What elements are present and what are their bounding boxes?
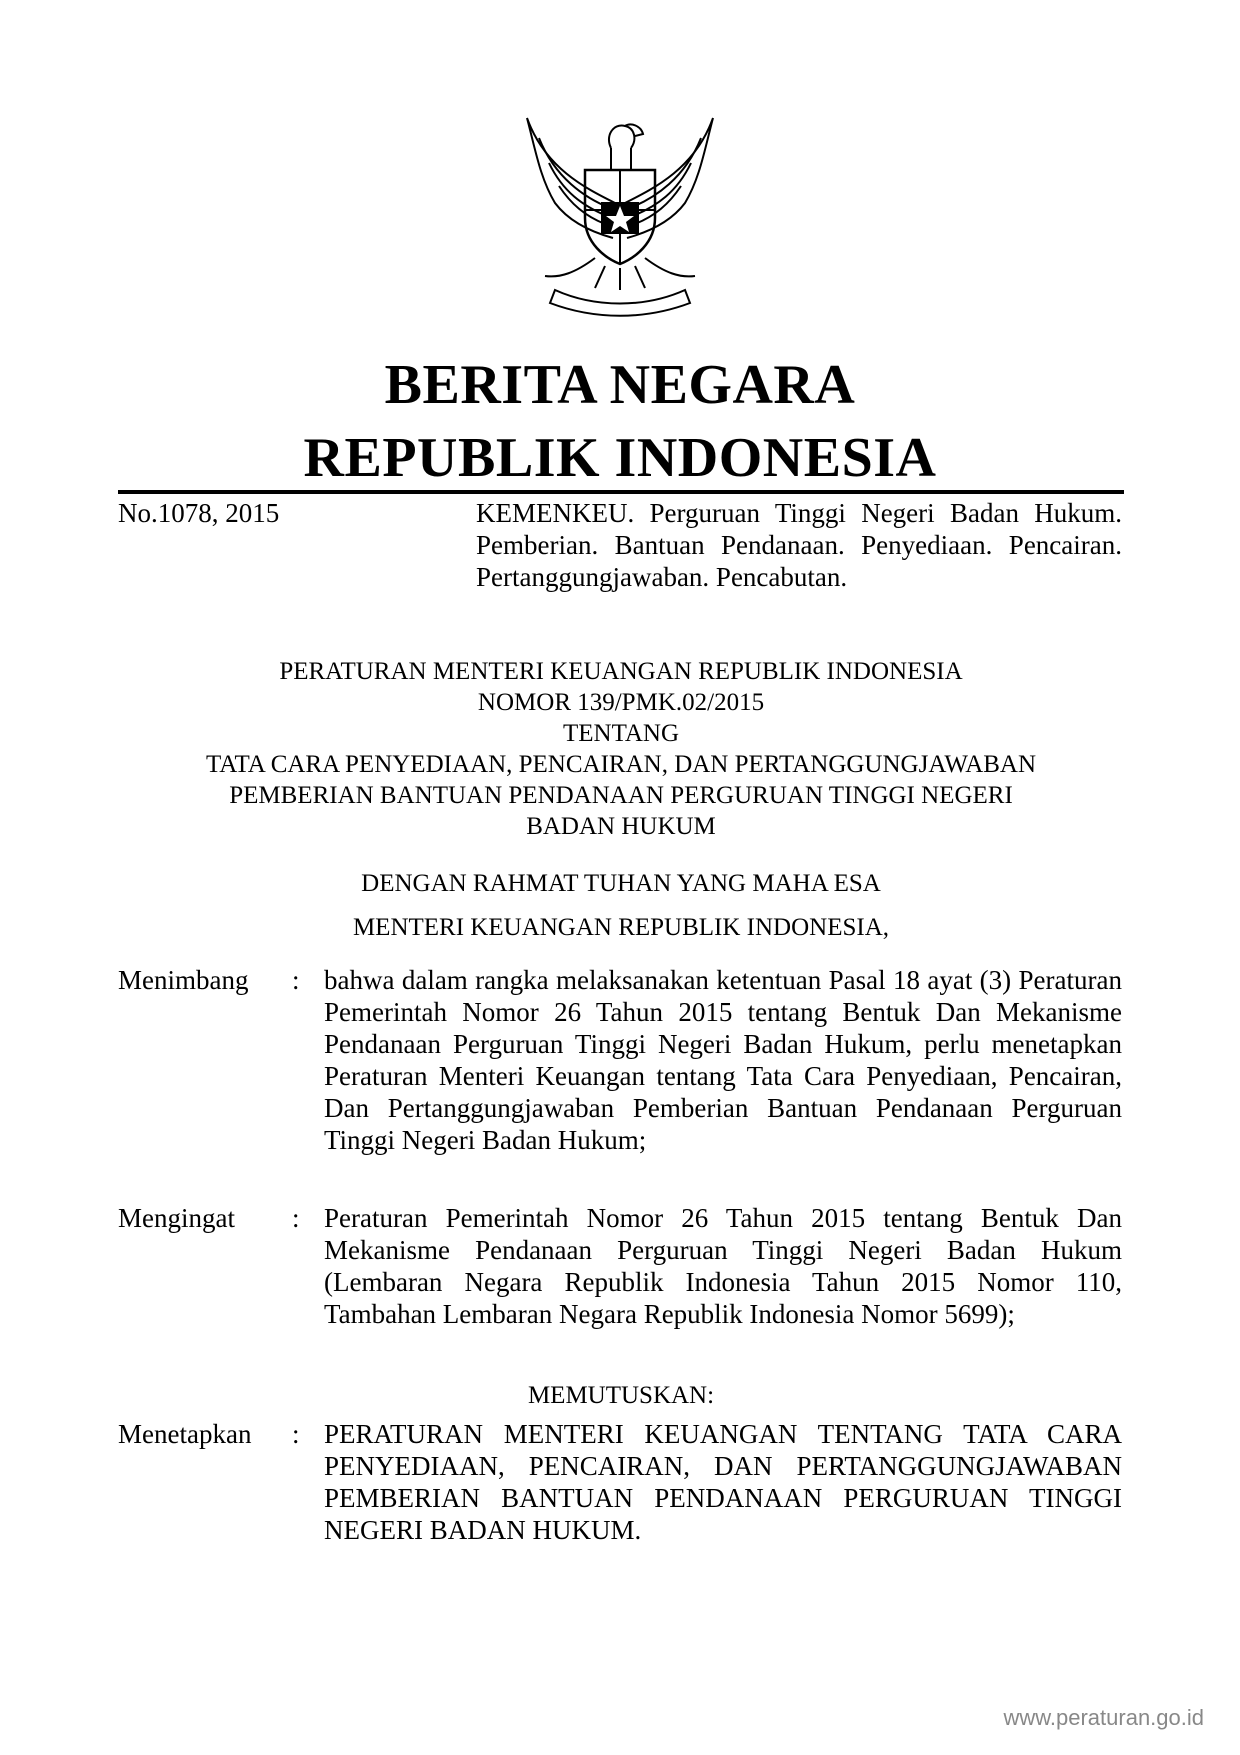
- clause-colon: :: [292, 1419, 300, 1449]
- clause-colon: :: [292, 1203, 300, 1233]
- masthead-subtitle: REPUBLIK INDONESIA: [303, 427, 937, 489]
- clause-text: Peraturan Pemerintah Nomor 26 Tahun 2015 tentang Bentuk Dan Mekanisme Pendanaan Perguruan Tinggi Negeri Badan Hukum (Lembaran Negara Republik Indonesia Tahun 2015 Nomor 110, Tambahan Lembaran Negara Republik Indonesia Nomor 5699);: [324, 1203, 1122, 1329]
- regulation-number: NOMOR 139/PMK.02/2015: [477, 689, 765, 716]
- preamble-minister: MENTERI KEUANGAN REPUBLIK INDONESIA,: [352, 914, 890, 941]
- preamble-grace: DENGAN RAHMAT TUHAN YANG MAHA ESA: [361, 870, 881, 897]
- masthead-rule: [118, 490, 1124, 494]
- gazette-number: No.1078, 2015: [118, 498, 280, 528]
- clause-colon: :: [292, 965, 300, 995]
- decision-heading: MEMUTUSKAN:: [527, 1382, 715, 1409]
- regulation-line-6: BADAN HUKUM: [526, 813, 716, 840]
- source-watermark: www.peraturan.go.id: [1003, 1705, 1204, 1730]
- regulation-line-5: PEMBERIAN BANTUAN PENDANAAN PERGURUAN TINGGI NEGERI: [229, 782, 1013, 809]
- regulation-line-4: TATA CARA PENYEDIAAN, PENCAIRAN, DAN PERTANGGUNGJAWABAN: [205, 751, 1037, 778]
- garuda-emblem: [515, 108, 725, 323]
- masthead-title: BERITA NEGARA: [384, 354, 856, 416]
- clause-label: Menimbang: [118, 965, 249, 995]
- regulation-line-1: PERATURAN MENTERI KEUANGAN REPUBLIK INDONESIA: [279, 658, 963, 685]
- gazette-subject: KEMENKEU. Perguruan Tinggi Negeri Badan Hukum. Pemberian. Bantuan Pendanaan. Penyediaan. Pencairan. Pertanggungjawaban. Pencabutan.: [476, 498, 1122, 592]
- clause-label: Menetapkan: [118, 1419, 252, 1449]
- regulation-about: TENTANG: [562, 720, 680, 747]
- regulation-title: [118, 656, 1124, 842]
- clause-label: Mengingat: [118, 1203, 235, 1233]
- clause-text: bahwa dalam rangka melaksanakan ketentuan Pasal 18 ayat (3) Peraturan Pemerintah Nomor 26 Tahun 2015 tentang Bentuk Dan Mekanisme Pendanaan Perguruan Tinggi Negeri Badan Hukum, perlu menetapkan Peraturan Menteri Keuangan tentang Tata Cara Penyediaan, Pencairan, Dan Pertanggungjawaban Pemberian Bantuan Pendanaan Perguruan Tinggi Negeri Badan Hukum;: [324, 965, 1122, 1155]
- clause-text: PERATURAN MENTERI KEUANGAN TENTANG TATA CARA PENYEDIAAN, PENCAIRAN, DAN PERTANGGUNGJAWABAN PEMBERIAN BANTUAN PENDANAAN PERGURUAN TINGGI NEGERI BADAN HUKUM.: [324, 1419, 1122, 1545]
